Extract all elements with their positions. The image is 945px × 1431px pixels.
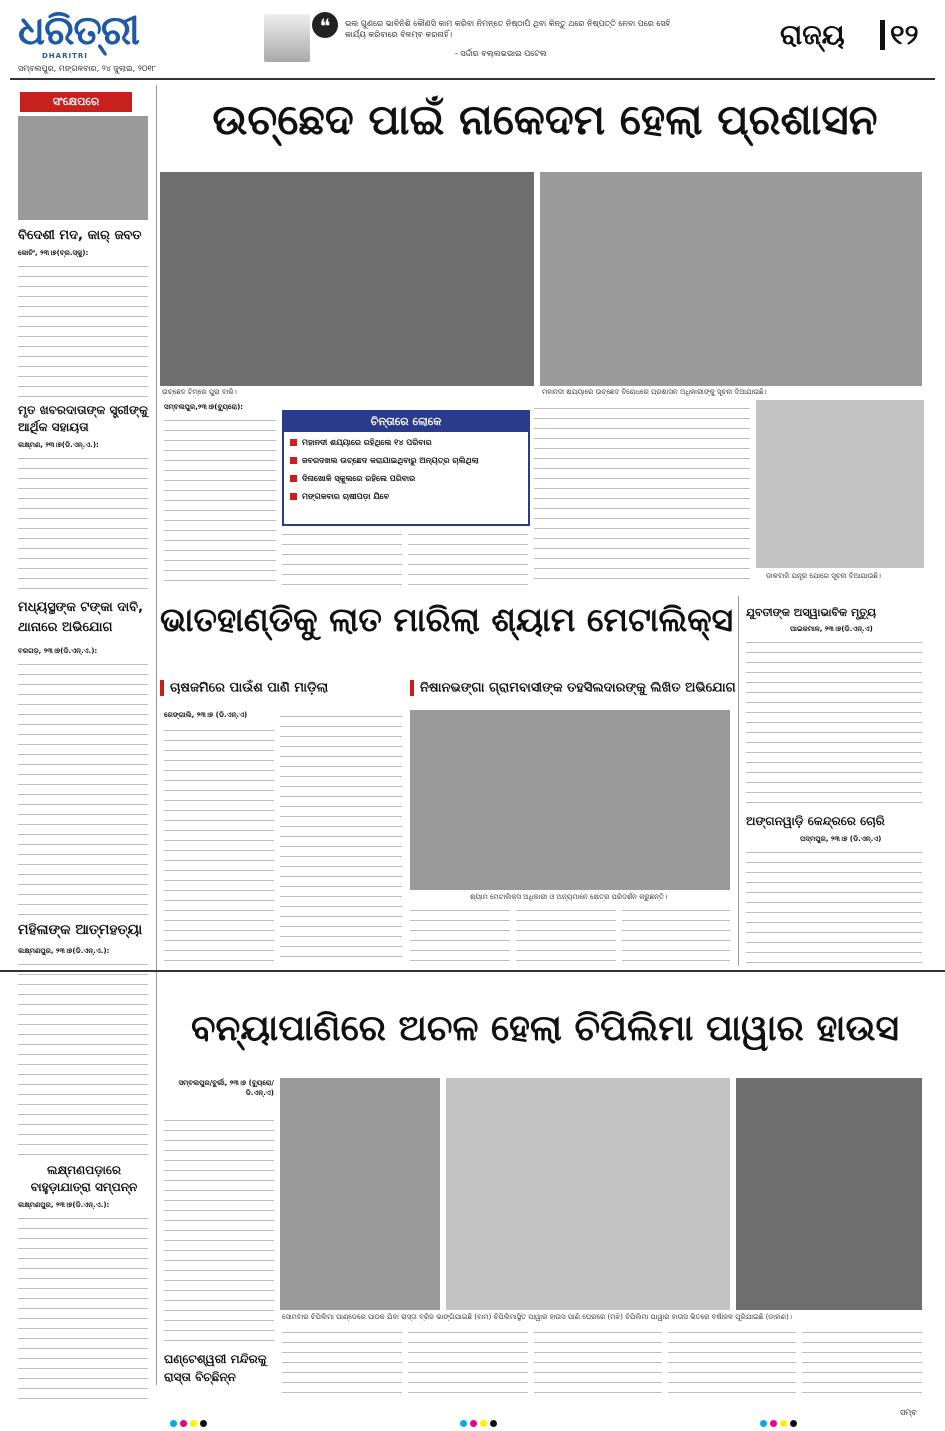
bullet-icon [290, 475, 297, 482]
sidebar-lead: ଲକ୍ଷ୍ମଣ, ୨୩।୭(ଡି.ଏନ୍.ଏ.): [18, 441, 99, 449]
sidebar-lead: ଲକ୍ଷ୍ମଣପୁର, ୨୩।୭(ଡି.ଏନ୍.ଏ.): [18, 1201, 110, 1209]
story-column [516, 904, 616, 964]
jeep-photo [756, 400, 924, 568]
story-column [164, 414, 276, 586]
sidebar-body [18, 1212, 148, 1400]
pagehead-divider [880, 20, 885, 50]
quote-author: - ସର୍ଦ୍ଦାର ବଲ୍ଲଭଭାଇ ପଟେଲ [455, 49, 547, 58]
site-visit-photo [410, 710, 730, 890]
bullet-icon [290, 493, 297, 500]
sidebar-headline: ଲକ୍ଷ୍ମଣପଡ଼ାରେ ବାହୁଡ଼ାଯାତ୍ରା ସମ୍ପନ୍ନ [30, 1163, 138, 1194]
story-subheadline [160, 680, 328, 696]
sidebar-article [18, 646, 148, 658]
info-box-title: ଚିନ୍ତାରେ ଲୋକେ [284, 412, 528, 432]
story-column [164, 1114, 274, 1344]
story-column [408, 528, 528, 586]
info-box-item [284, 432, 528, 452]
broken-bridge-photo [280, 1078, 440, 1310]
masthead-rule [10, 78, 935, 80]
sidebar-article [18, 1200, 148, 1212]
story-headline: ଅଙ୍ଗନୱାଡ଼ି କେନ୍ଦ୍ରରେ ଚୋରି [746, 814, 885, 828]
story-column [534, 402, 750, 586]
photo-caption: ସୋମବାର ଚିପିଲିମା ପାଣ୍ଡେରେ ପାଠକ ଯିବା ରାସ୍ତା ବ୍ରିଜ ଭାଙ୍ଗିଯାଇଛି (ବାମ) ଚିପିଲିମାସ୍ଥିତ ପାୱାର ହାଉସ ପାଣି ଘେରରେ (ମଝି) ଚିପିଲିମା ପାୱାର ହାଉସ ଭିତରେ ବର୍ଷାଜଳ ପୂରିଯାଇଛି (ଡାହାଣ)। [282, 1313, 792, 1321]
dateline: ସମ୍ବଲପୁର, ମଙ୍ଗଳବାର, ୨୪ ଜୁଲାଇ, ୨୦୧୮ [18, 64, 156, 73]
photo-caption: ଉଚ୍ଛେଦ ଟିମ୍‌ରେ ପୁରା ବାରି। [162, 388, 237, 396]
story-column [668, 1326, 796, 1396]
sidebar-lead: ଲକ୍ଷ୍ମଣପୁର, ୨୩।୭(ଡି.ଏନ୍.ଏ.): [18, 947, 110, 955]
sidebar-headline: ମୃତ ଖବରଦାତାଙ୍କ ସ୍ତ୍ରୀଙ୍କୁ ଆର୍ଥିକ ସହାୟତା [18, 403, 148, 434]
quote-portrait [264, 14, 310, 62]
color-registration-marks [170, 1412, 210, 1419]
officials-photo [540, 172, 922, 386]
power-house-flood-photo [446, 1078, 730, 1310]
info-box-item-text: ମହାନଦୀ ଶଯ୍ୟାରେ ରହିଥିଲେ ୧୪ ପରିବାର [302, 438, 432, 447]
story-subheadline-text: ନିଷାନଭଙ୍ଗା ଗ୍ରାମବାସୀଙ୍କ ତହସିଲଦାରଙ୍କୁ ଲିଖିତ ଅଭିଯୋଗ [420, 680, 736, 696]
story-column [408, 1326, 528, 1396]
color-registration-marks [460, 1412, 500, 1419]
story-column [410, 904, 510, 964]
story-dateline: ରେଙ୍ଗାଲି, ୨୩।୭ (ଡି.ଏନ୍.ଏ) [164, 711, 248, 719]
photo-caption: ଡାକବାଜି ଯନ୍ତ୍ର ଯୋଗେ ସୂଚନା ଦିଆଯାଉଛି। [766, 572, 881, 580]
red-marker [410, 680, 414, 696]
story-subheadline [410, 680, 736, 696]
newspaper-logo-sub: DHARITRI [42, 52, 88, 60]
photo-caption: ଶ୍ୟାମ ମେଟାଲିକ୍ସ ଅଧିକାରୀ ଓ ଅନ୍ୟମାନେ କ୍ଷେତ୍ର ପରିଦର୍ଶନ କରୁଛନ୍ତି। [470, 893, 668, 901]
info-box-item-text: ଜବରଦଖଲ ଉଚ୍ଛେଦ କରାଯାଇଥିବାରୁ ଅନ୍ୟତ୍ର ଚାଲିଥିଲା [302, 456, 479, 465]
info-box-item-text: ଦିନାଖୋଳି ସ୍କୁଲରେ ରହିଲେ ପରିବାର [302, 474, 416, 483]
story-dateline: ସମ୍ବଲପୁର/ବୁର୍ଲା, ୨୩।୭ (ବ୍ୟୁରୋ/ ଡି.ଏନ୍.ଏ) [178, 1079, 274, 1097]
sidebar-body [18, 958, 148, 1158]
quote-icon: ❝ [312, 12, 338, 38]
power-house-interior-photo [736, 1078, 922, 1310]
story-headline: ଯୁବତୀଙ୍କ ଅସ୍ୱାଭାବିକ ମୃତ୍ୟୁ [746, 606, 877, 619]
story-column [280, 710, 402, 964]
story-headline: ଭାତହାଣ୍ଡିକୁ ଲାତ ମାରିଲା ଶ୍ୟାମ ମେଟାଲିକ୍ସ [160, 600, 734, 639]
info-box-item-text: ମଙ୍ଗଳବାର ଚାଷୀପଡ଼ା ଯିବେ [302, 492, 390, 501]
story-subheadline: ଘଣ୍ଟେଶ୍ୱରୀ ମନ୍ଦିରକୁ ରାସ୍ତା ବିଚ୍ଛିନ୍ନ [164, 1352, 267, 1384]
column-divider [738, 596, 739, 966]
page-section-label: ରାଜ୍ୟ [780, 18, 845, 51]
page-code: ସମ୍ବ [900, 1408, 917, 1417]
story-column [802, 1326, 922, 1396]
story-column [746, 636, 922, 808]
info-box [282, 410, 530, 526]
car-photo [18, 116, 148, 220]
story-subheadline-text: ଚାଷଜମିରେ ପାଉଁଶ ପାଣି ମାଡ଼ିଲା [170, 680, 329, 696]
info-box-item [284, 452, 528, 470]
story-column [282, 528, 402, 586]
story-column [282, 1326, 402, 1396]
photo-caption: ମହାନଦୀ ଶଯ୍ୟାରେ ଉଚ୍ଛେଦ ବିରୋଧରେ ପ୍ରଶାସନ ଅଧିକାରୀଙ୍କୁ ସୂଚନା ଦିଆଯାଉଛି। [542, 388, 767, 396]
red-marker [160, 680, 164, 696]
sidebar-article [18, 946, 148, 958]
lead-headline: ଉଚ୍ଛେଦ ପାଇଁ ନାକେଦମ ହେଲା ପ୍ରଶାସନ [212, 95, 878, 144]
sidebar-headline: ବିଦେଶୀ ମଦ, କାର୍ ଜବତ [18, 228, 142, 243]
newspaper-logo: ଧରିତ୍ରୀ [18, 8, 139, 54]
sidebar-article [18, 440, 148, 452]
page-number: ୧୨ [890, 18, 919, 51]
sidebar-body [18, 260, 148, 402]
sidebar-headline: ମଧ୍ୟସ୍ଥଙ୍କ ଟଙ୍କା ଦାବି, ଥାନାରେ ଅଭିଯୋଗ [18, 600, 144, 635]
masthead-quote: ଭଲ ଗୁଣରେ ଭାବିନିଶି କୌଣସି କାମ କରିବା ନିମନ୍ତେ ନିଷ୍ଠାପି ଥିବା କିନ୍ତୁ ଥରେ ନିଷ୍ପତ୍ତି ନେବା ପରେ ସେହି କାର୍ଯ୍ୟ କରିବାରେ ବିଳମ୍ବ କରନାହିଁ। [345, 19, 671, 39]
bullet-icon [290, 457, 297, 464]
story-column [746, 846, 922, 964]
story-column [534, 1326, 662, 1396]
sidebar-body [18, 452, 148, 594]
sidebar-lead: କୋଚିଂ, ୨୩।୭(ବ୍ର.ସ୍କୁ): [18, 249, 89, 257]
color-registration-marks [760, 1412, 800, 1419]
section-rule [0, 970, 945, 972]
info-box-item [284, 488, 528, 506]
sidebar-headline: ମହିଳାଙ୍କ ଆତ୍ମହତ୍ୟା [18, 922, 143, 938]
story-headline: ବନ୍ୟାପାଣିରେ ଅଚଳ ହେଲା ଚିପିଲିମା ପାୱାର ହାଉସ [190, 1008, 900, 1049]
story-column [164, 724, 274, 964]
sidebar-lead: ବରଗଡ଼, ୨୩।୭(ଡି.ଏନ୍.ଏ.): [18, 647, 98, 655]
info-box-item [284, 470, 528, 488]
story-dateline: ପଦ୍ମପୁର, ୨୩।୭ (ଡି.ଏନ୍.ଏ) [800, 835, 882, 843]
sidebar-tag: ସଂକ୍ଷେପରେ [20, 92, 132, 112]
bullet-icon [290, 439, 297, 446]
story-dateline: ସମ୍ବଲପୁର,୨୩।୭(ବ୍ୟୁରୋ): [164, 403, 244, 411]
sidebar-body [18, 658, 148, 918]
story-column [622, 904, 730, 964]
story-dateline: ପାଇକମାଳ, ୨୩।୭(ଡି.ଏନ୍.ଏ) [790, 625, 873, 633]
slum-photo [160, 172, 534, 386]
